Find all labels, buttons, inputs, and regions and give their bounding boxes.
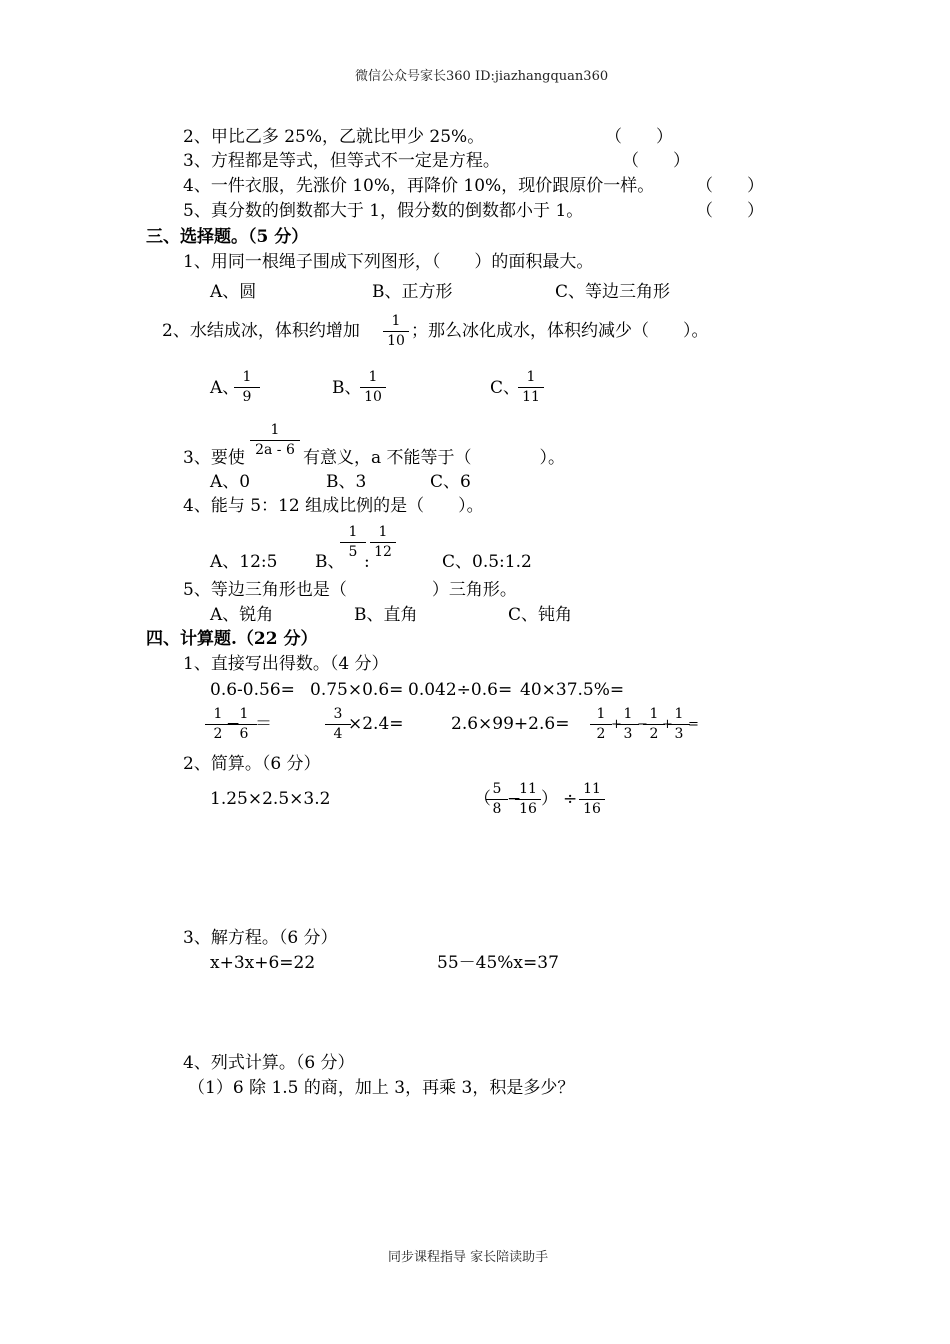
choice-q3-option-a[interactable]: A、0 [210, 472, 251, 492]
judge-bracket-5[interactable]: （ ） [696, 201, 764, 221]
fraction-one-tenth: 1 10 [383, 313, 409, 350]
choice-q4-option-a[interactable]: A、12:5 [210, 552, 278, 572]
plus-sign: + [611, 717, 622, 732]
choice-q3-post: 有意义，a 不能等于（ ）。 [303, 448, 566, 468]
choice-q5-option-c[interactable]: C、钝角 [508, 605, 573, 625]
calc-s1-r2b-rest: ×2.4= [348, 714, 404, 734]
page-header: 微信公众号家长360 ID:jiazhangquan360 [355, 69, 609, 84]
choice-q2-option-c[interactable]: C、 [490, 378, 521, 398]
equals-sign: = [688, 717, 699, 732]
choice-q1-option-b[interactable]: B、正方形 [372, 282, 453, 302]
choice-q2-option-b[interactable]: B、 [332, 378, 362, 398]
fraction-divisor: 11 16 [579, 781, 605, 818]
fraction-option-a: 1 9 [234, 369, 260, 406]
fraction-option-b: 1 10 [360, 369, 386, 406]
choice-q4-option-b[interactable]: B、 [315, 552, 345, 572]
calc-s4-title: 4、列式计算。（6 分） [183, 1053, 355, 1073]
choice-q2-post: ；那么冰化成水，体积约减少（ ）。 [411, 321, 709, 341]
judge-item-2: 2、甲比乙多 25%，乙就比甲少 25%。 [183, 127, 485, 147]
fraction-three-quarters: 3 4 [325, 706, 351, 743]
choice-q3-pre: 3、要使 [183, 448, 245, 468]
right-paren: ） [541, 789, 558, 809]
fraction-expression: 1 2a - 6 [250, 422, 300, 459]
judge-item-3: 3、方程都是等式，但等式不一定是方程。 [183, 151, 500, 171]
judge-item-4: 4、一件衣服，先涨价 10%，再降价 10%，现价跟原价一样。 [183, 176, 655, 196]
calc-s1-expr-2: 0.75×0.6= [310, 680, 404, 700]
minus-sign: − [637, 717, 648, 732]
plus-sign: + [662, 717, 673, 732]
minus-sign: − [507, 789, 522, 809]
calc-s1-title: 1、直接写出得数。（4 分） [183, 654, 389, 674]
page-footer: 同步课程指导 家长陪读助手 [388, 1250, 549, 1265]
calc-s1-expr-4: 40×37.5%= [520, 680, 625, 700]
ratio-colon: : [364, 552, 370, 572]
choice-q3-option-c[interactable]: C、6 [430, 472, 471, 492]
calc-section-title: 四、计算题.（22 分） [146, 629, 318, 649]
fraction-r2d-1: 1 2 [590, 706, 612, 743]
choice-q5-option-b[interactable]: B、直角 [354, 605, 418, 625]
judge-item-5: 5、真分数的倒数都大于 1，假分数的倒数都小于 1。 [183, 201, 584, 221]
choice-q4: 4、能与 5：12 组成比例的是（ ）。 [183, 496, 484, 516]
calc-s2-expr-1: 1.25×2.5×3.2 [210, 789, 331, 809]
calc-s1-expr-3: 0.042÷0.6= [408, 680, 513, 700]
judge-bracket-2[interactable]: （ ） [605, 127, 673, 147]
fraction-r2d-2: 1 3 [617, 706, 639, 743]
fraction-five-eighths: 5 8 [486, 781, 508, 818]
fraction-r2a-1: 1 2 [205, 706, 231, 743]
fraction-r2d-4: 1 3 [668, 706, 690, 743]
judge-bracket-4[interactable]: （ ） [696, 176, 764, 196]
fraction-option-c: 1 11 [518, 369, 544, 406]
fraction-r2a-2: 1 6 [231, 706, 257, 743]
fraction-one-fifth: 1 5 [340, 524, 366, 561]
fraction-one-twelfth: 1 12 [370, 524, 396, 561]
left-paren: （ [474, 789, 491, 809]
divide-sign: ÷ [563, 789, 578, 809]
fraction-eleven-sixteenths: 11 16 [515, 781, 541, 818]
choice-q2-pre: 2、水结成冰，体积约增加 [162, 321, 360, 341]
choice-q4-option-c[interactable]: C、0.5:1.2 [442, 552, 532, 572]
calc-s4-question-1: （1）6 除 1.5 的商，加上 3，再乘 3，积是多少？ [188, 1078, 575, 1098]
choice-q5-option-a[interactable]: A、锐角 [210, 605, 274, 625]
fraction-r2d-3: 1 2 [643, 706, 665, 743]
equals-sign: ＝ [255, 714, 272, 734]
choice-q1: 1、用同一根绳子围成下列图形，（ ）的面积最大。 [183, 252, 594, 272]
equation-1: x+3x+6=22 [210, 953, 316, 973]
choice-q5: 5、等边三角形也是（ ）三角形。 [183, 580, 517, 600]
calc-s1-r2c: 2.6×99+2.6= [451, 714, 570, 734]
calc-s2-title: 2、简算。（6 分） [183, 754, 321, 774]
choice-section-title: 三、选择题。（5 分） [146, 227, 309, 247]
choice-q3-option-b[interactable]: B、3 [326, 472, 367, 492]
judge-bracket-3[interactable]: （ ） [622, 151, 690, 171]
equation-2: 55－45%x=37 [437, 953, 559, 973]
calc-s3-title: 3、解方程。（6 分） [183, 928, 338, 948]
choice-q1-option-c[interactable]: C、等边三角形 [555, 282, 671, 302]
minus-sign: − [226, 714, 241, 734]
choice-q2-option-a[interactable]: A、 [210, 378, 240, 398]
choice-q1-option-a[interactable]: A、圆 [210, 282, 257, 302]
calc-s1-expr-1: 0.6-0.56= [210, 680, 295, 700]
